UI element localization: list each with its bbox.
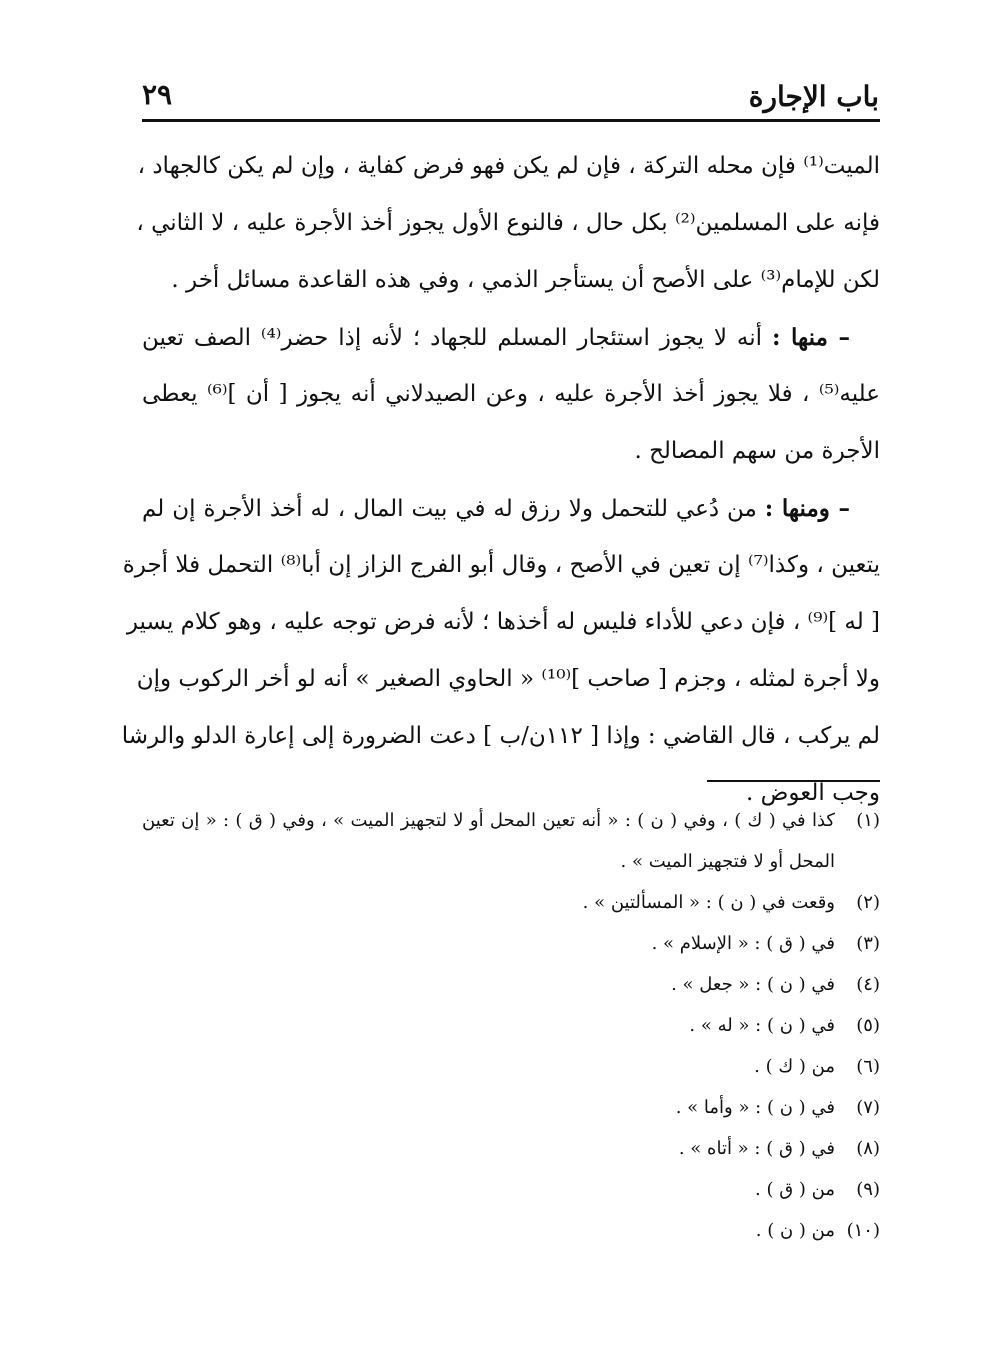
footnote-number: (٣) [856, 933, 880, 954]
footnote-text: في ( ق ) : « الإسلام » . [651, 933, 835, 954]
footnote-text: في ( ن ) : « جعل » . [671, 974, 835, 995]
header-rule [142, 119, 880, 122]
paragraph-keyword: – منها : [771, 324, 851, 351]
text-line [142, 309, 880, 366]
footnote-number: (٢) [856, 892, 880, 913]
footnote-number: (٨) [856, 1138, 880, 1159]
page-number: ٢٩ [142, 78, 173, 111]
footnote-text: كذا في ( ك ) ، وفي ( ن ) : « أنه تعين المحل أو لا لتجهيز الميت » ، وفي ( ق ) : « إن تعين [142, 810, 835, 831]
running-title: باب الإجارة [748, 80, 879, 113]
footnote-number: (١٠) [846, 1220, 880, 1241]
footnote-text: من ( ق ) . [755, 1179, 835, 1200]
text-line [142, 480, 880, 537]
footnote [142, 1210, 880, 1251]
footnote-text: من ( ك ) . [754, 1056, 835, 1077]
main-text [121, 138, 880, 822]
text-line: يتعين ، وكذا⁽⁷⁾ إن تعين في الأصح ، وقال أبو الفرج الزاز إن أبا⁽⁸⁾ التحمل فلا أجرة [122, 552, 880, 578]
text-span: من دُعي للتحمل ولا رزق له في بيت المال ، له أخذ الأجرة إن لم [142, 496, 765, 522]
text-line: عليه⁽⁵⁾ ، فلا يجوز أخذ الأجرة عليه ، وعن الصيدلاني أنه يجوز [ أن ]⁽⁶⁾ يعطى [142, 381, 880, 407]
paragraph-keyword: – ومنها : [764, 495, 850, 522]
footnote-number: (٧) [856, 1097, 880, 1118]
footnote [142, 1169, 880, 1210]
footnote-text: في ( ن ) : « له » . [689, 1015, 835, 1036]
text-line: الميت⁽¹⁾ فإن محله التركة ، فإن لم يكن فهو فرض كفاية ، وإن لم يكن كالجهاد ، [137, 153, 880, 179]
footnote-number: (١) [856, 810, 880, 831]
text-line: [ له ]⁽⁹⁾ ، فإن دعي للأداء فليس له أخذها ؛ لأنه فرض توجه عليه ، وهو كلام يسير [126, 609, 880, 635]
footnote [142, 1046, 880, 1087]
footnote-text: من ( ن ) . [755, 1220, 835, 1241]
text-line: لكن للإمام⁽³⁾ على الأصح أن يستأجر الذمي ، وفي هذه القاعدة مسائل أخر . [171, 267, 880, 293]
footnote-text: في ( ن ) : « وأما » . [675, 1097, 835, 1118]
footnote-continuation: المحل أو لا فتجهيز الميت » . [620, 851, 835, 872]
text-line: ولا أجرة لمثله ، وجزم [ صاحب ]⁽¹⁰⁾ « الحاوي الصغير » أنه لو أخر الركوب وإن [136, 666, 880, 692]
footnote [142, 1087, 880, 1128]
footnotes [142, 800, 880, 1251]
footnote [142, 1128, 880, 1169]
text-line: فإنه على المسلمين⁽²⁾ بكل حال ، فالنوع الأول يجوز أخذ الأجرة عليه ، لا الثاني ، [136, 210, 880, 236]
footnote-number: (٥) [856, 1015, 880, 1036]
text-line: لم يركب ، قال القاضي : وإذا [ ١١٢ن/ب ] دعت الضرورة إلى إعارة الدلو والرشا [121, 723, 880, 749]
footnote [142, 964, 880, 1005]
footnote-number: (٩) [856, 1179, 880, 1200]
text-line: وجب العوض . [745, 780, 880, 806]
footnote [142, 800, 880, 841]
footnote-number: (٦) [856, 1056, 880, 1077]
footnote-text: في ( ق ) : « أتاه » . [678, 1138, 835, 1159]
footnote-separator [707, 780, 880, 782]
footnote-text: وقعت في ( ن ) : « المسألتين » . [582, 892, 835, 913]
text-span: أنه لا يجوز استئجار المسلم للجهاد ؛ لأنه إذا حضر⁽⁴⁾ الصف تعين [142, 325, 772, 351]
footnote [142, 923, 880, 964]
footnote [142, 882, 880, 923]
footnote-number: (٤) [856, 974, 880, 995]
footnote [142, 1005, 880, 1046]
text-line: الأجرة من سهم المصالح . [634, 438, 880, 464]
